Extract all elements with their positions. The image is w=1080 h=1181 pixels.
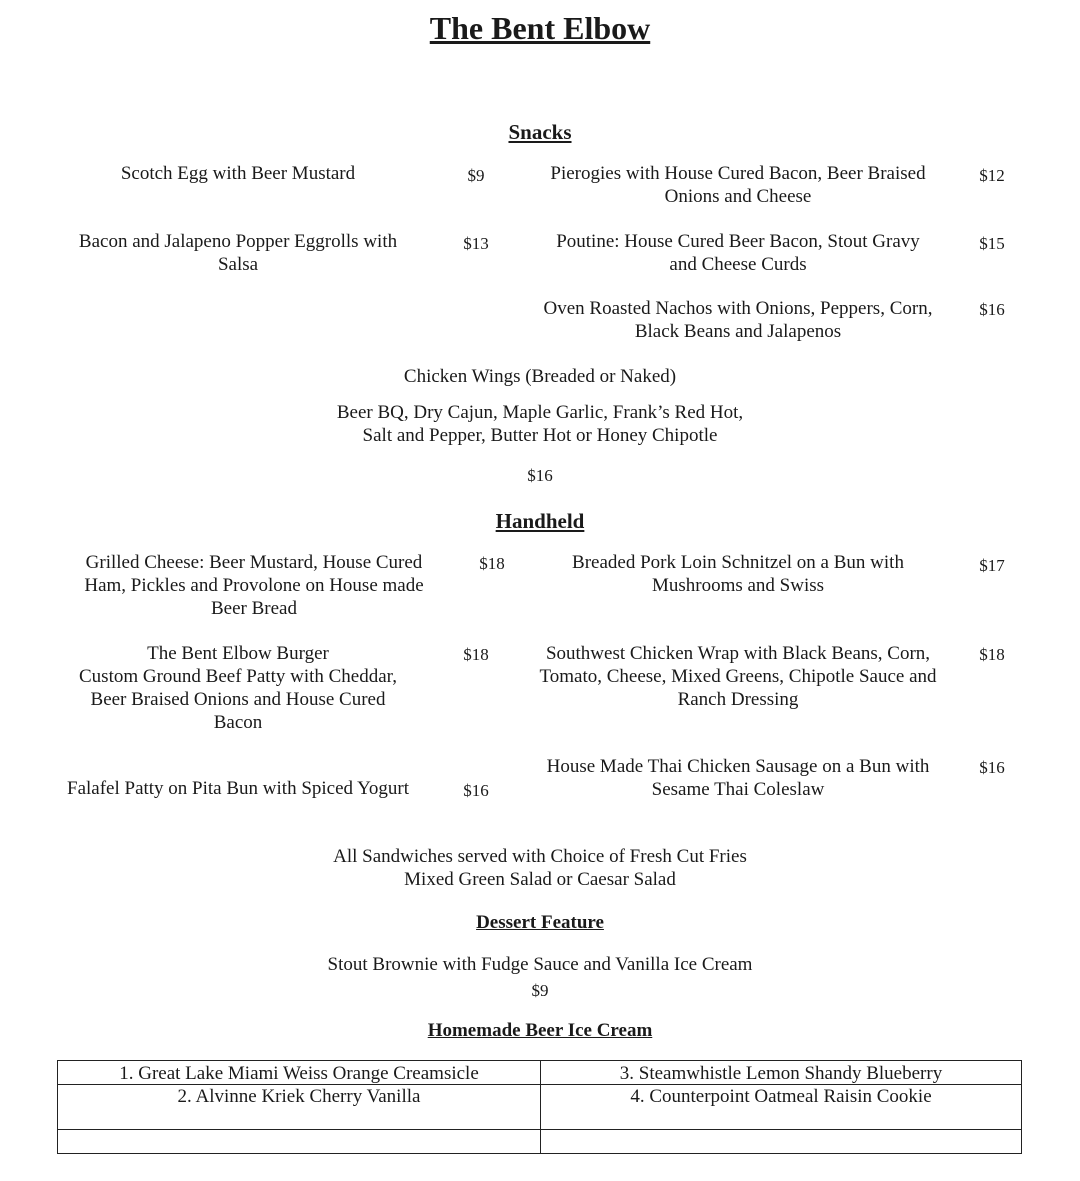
handheld-price-falafel: $16	[463, 781, 489, 800]
handheld-item-schnitzel: Breaded Pork Loin Schnitzel on a Bun with Mushrooms and Swiss	[572, 552, 904, 596]
handheld-price-thai-sausage: $16	[979, 758, 1005, 777]
ice-cream-flavour-1: 1. Great Lake Miami Weiss Orange Creamsicle	[119, 1063, 479, 1084]
burger-description: Custom Ground Beef Patty with Cheddar, Beer Braised Onions and House Cured Bacon	[79, 666, 397, 733]
ice-cream-flavour-4: 4. Counterpoint Oatmeal Raisin Cookie	[630, 1086, 932, 1107]
sides-line2: Mixed Green Salad or Caesar Salad	[404, 869, 676, 890]
handheld-price-chicken-wrap: $18	[979, 645, 1005, 664]
handheld-item-grilled-cheese: Grilled Cheese: Beer Mustard, House Cured Ham, Pickles and Provolone on House made Beer Bread	[84, 552, 424, 619]
handheld-item-burger	[64, 642, 412, 734]
snack-item-poutine: Poutine: House Cured Beer Bacon, Stout Gravy and Cheese Curds	[556, 231, 920, 275]
handheld-item-chicken-wrap: Southwest Chicken Wrap with Black Beans, Corn, Tomato, Cheese, Mixed Greens, Chipotle Sauce and Ranch Dressing	[539, 643, 937, 710]
wings-name: Chicken Wings (Breaded or Naked)	[403, 366, 677, 387]
ice-cream-heading: Homemade Beer Ice Cream	[427, 1020, 653, 1041]
snack-item-eggrolls: Bacon and Jalapeno Popper Eggrolls with Salsa	[78, 231, 398, 275]
dessert-item: Stout Brownie with Fudge Sauce and Vanilla Ice Cream	[327, 954, 753, 975]
dessert-price: $9	[531, 981, 549, 1000]
snack-price-poutine: $15	[979, 234, 1005, 253]
snack-item-scotch-egg: Scotch Egg with Beer Mustard	[120, 163, 356, 184]
ice-cream-flavour-2: 2. Alvinne Kriek Cherry Vanilla	[177, 1086, 421, 1107]
handheld-item-thai-sausage: House Made Thai Chicken Sausage on a Bun with Sesame Thai Coleslaw	[546, 756, 930, 800]
wings-price: $16	[527, 466, 553, 485]
snack-price-scotch-egg: $9	[467, 166, 485, 185]
handheld-price-grilled-cheese: $18	[479, 554, 505, 573]
handheld-item-falafel: Falafel Patty on Pita Bun with Spiced Yogurt	[67, 778, 409, 799]
snack-price-eggrolls: $13	[463, 234, 489, 253]
handheld-price-schnitzel: $17	[979, 556, 1005, 575]
handheld-heading: Handheld	[495, 509, 585, 533]
table-divider-row2	[58, 1129, 1021, 1130]
wings-flavours-line1: Beer BQ, Dry Cajun, Maple Garlic, Frank’s Red Hot,	[336, 402, 744, 423]
ice-cream-flavour-3: 3. Steamwhistle Lemon Shandy Blueberry	[619, 1063, 943, 1084]
snack-item-pierogies: Pierogies with House Cured Bacon, Beer Braised Onions and Cheese	[550, 163, 926, 207]
snacks-heading: Snacks	[508, 120, 572, 144]
dessert-heading: Dessert Feature	[476, 912, 604, 933]
wings-flavours-line2: Salt and Pepper, Butter Hot or Honey Chipotle	[362, 425, 718, 446]
burger-name: The Bent Elbow Burger	[147, 643, 329, 664]
handheld-price-burger: $18	[463, 645, 489, 664]
snack-price-pierogies: $12	[979, 166, 1005, 185]
menu-title: The Bent Elbow	[429, 10, 651, 46]
snack-price-nachos: $16	[979, 300, 1005, 319]
ice-cream-table	[57, 1060, 1022, 1154]
snack-item-nachos: Oven Roasted Nachos with Onions, Peppers, Corn, Black Beans and Jalapenos	[543, 298, 933, 342]
sides-line1: All Sandwiches served with Choice of Fresh Cut Fries	[333, 846, 747, 867]
